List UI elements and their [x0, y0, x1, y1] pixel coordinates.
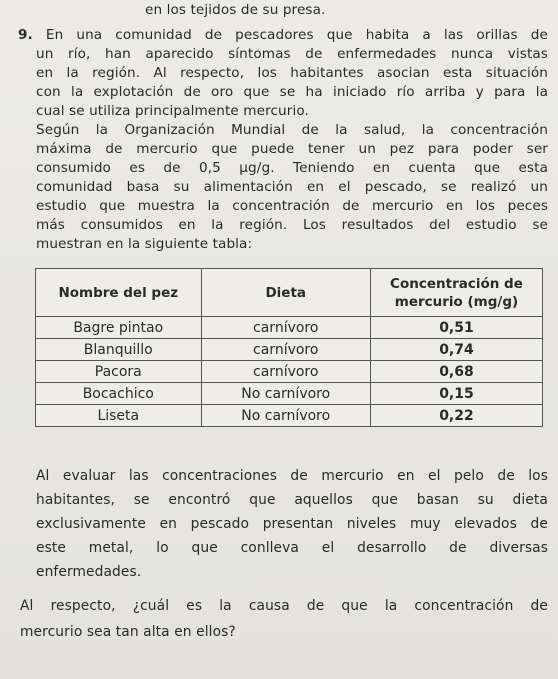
table-row — [36, 317, 543, 339]
header-concentration-line2: mercurio (mg/g) — [394, 293, 519, 310]
table-header-row — [36, 269, 543, 317]
question-line-9: comunidad basa su alimentación en el pescado, se realizó un — [36, 179, 548, 195]
cell-diet: No carnívoro — [201, 405, 370, 427]
question-line-3: en la región. Al respecto, los habitantes asocian esta situación — [36, 65, 548, 81]
question-line-8: consumido es de 0,5 µg/g. Teniendo en cuenta que esta — [36, 160, 548, 176]
header-diet: Dieta — [201, 269, 370, 317]
question-line-6: Según la Organización Mundial de la salud, la concentración — [36, 122, 548, 138]
cell-diet: carnívoro — [201, 361, 370, 383]
intro-line: en los tejidos de su presa. — [145, 2, 326, 18]
cell-fish-name: Liseta — [36, 405, 202, 427]
question-line-4: con la explotación de oro que se ha iniciado río arriba y para la — [36, 84, 548, 100]
conclusion-line-3: exclusivamente en pescado presentan niveles muy elevados de — [36, 516, 548, 532]
table-row — [36, 405, 543, 427]
question-line-11: más consumidos en la región. Los resultados del estudio se — [36, 217, 548, 233]
question-line-10: estudio que muestra la concentración de mercurio en los peces — [36, 198, 548, 214]
conclusion-line-4: este metal, lo que conlleva el desarrollo de diversas — [36, 540, 548, 556]
header-concentration-line1: Concentración de — [390, 275, 523, 292]
question-line-2: un río, han aparecido síntomas de enfermedades nunca vistas — [36, 46, 548, 62]
conclusion-line-5: enfermedades. — [36, 564, 142, 580]
question-text: En una comunidad de pescadores que habita a las orillas de — [45, 27, 548, 43]
question-number: 9. — [18, 27, 33, 43]
header-fish-name: Nombre del pez — [36, 269, 202, 317]
table-row — [36, 383, 543, 405]
question-prompt-line-2: mercurio sea tan alta en ellos? — [20, 624, 236, 640]
cell-fish-name: Bagre pintao — [36, 317, 202, 339]
conclusion-line-1: Al evaluar las concentraciones de mercurio en el pelo de los — [36, 468, 548, 484]
question-line-7: máxima de mercurio que puede tener un pez para poder ser — [36, 141, 548, 157]
table-row — [36, 339, 543, 361]
cell-concentration: 0,51 — [370, 317, 542, 339]
cell-concentration: 0,68 — [370, 361, 542, 383]
cell-fish-name: Pacora — [36, 361, 202, 383]
cell-fish-name: Bocachico — [36, 383, 202, 405]
cell-concentration: 0,15 — [370, 383, 542, 405]
question-line-1 — [18, 26, 548, 45]
conclusion-line-2: habitantes, se encontró que aquellos que basan su dieta — [36, 492, 548, 508]
cell-concentration: 0,22 — [370, 405, 542, 427]
cell-diet: carnívoro — [201, 339, 370, 361]
mercury-table — [35, 268, 543, 427]
table-row — [36, 361, 543, 383]
cell-diet: carnívoro — [201, 317, 370, 339]
question-line-12: muestran en la siguiente tabla: — [36, 236, 253, 252]
cell-diet: No carnívoro — [201, 383, 370, 405]
question-line-5: cual se utiliza principalmente mercurio. — [36, 103, 309, 119]
question-prompt-line-1: Al respecto, ¿cuál es la causa de que la concentración de — [20, 598, 548, 614]
cell-fish-name: Blanquillo — [36, 339, 202, 361]
cell-concentration: 0,74 — [370, 339, 542, 361]
header-concentration — [370, 269, 542, 317]
